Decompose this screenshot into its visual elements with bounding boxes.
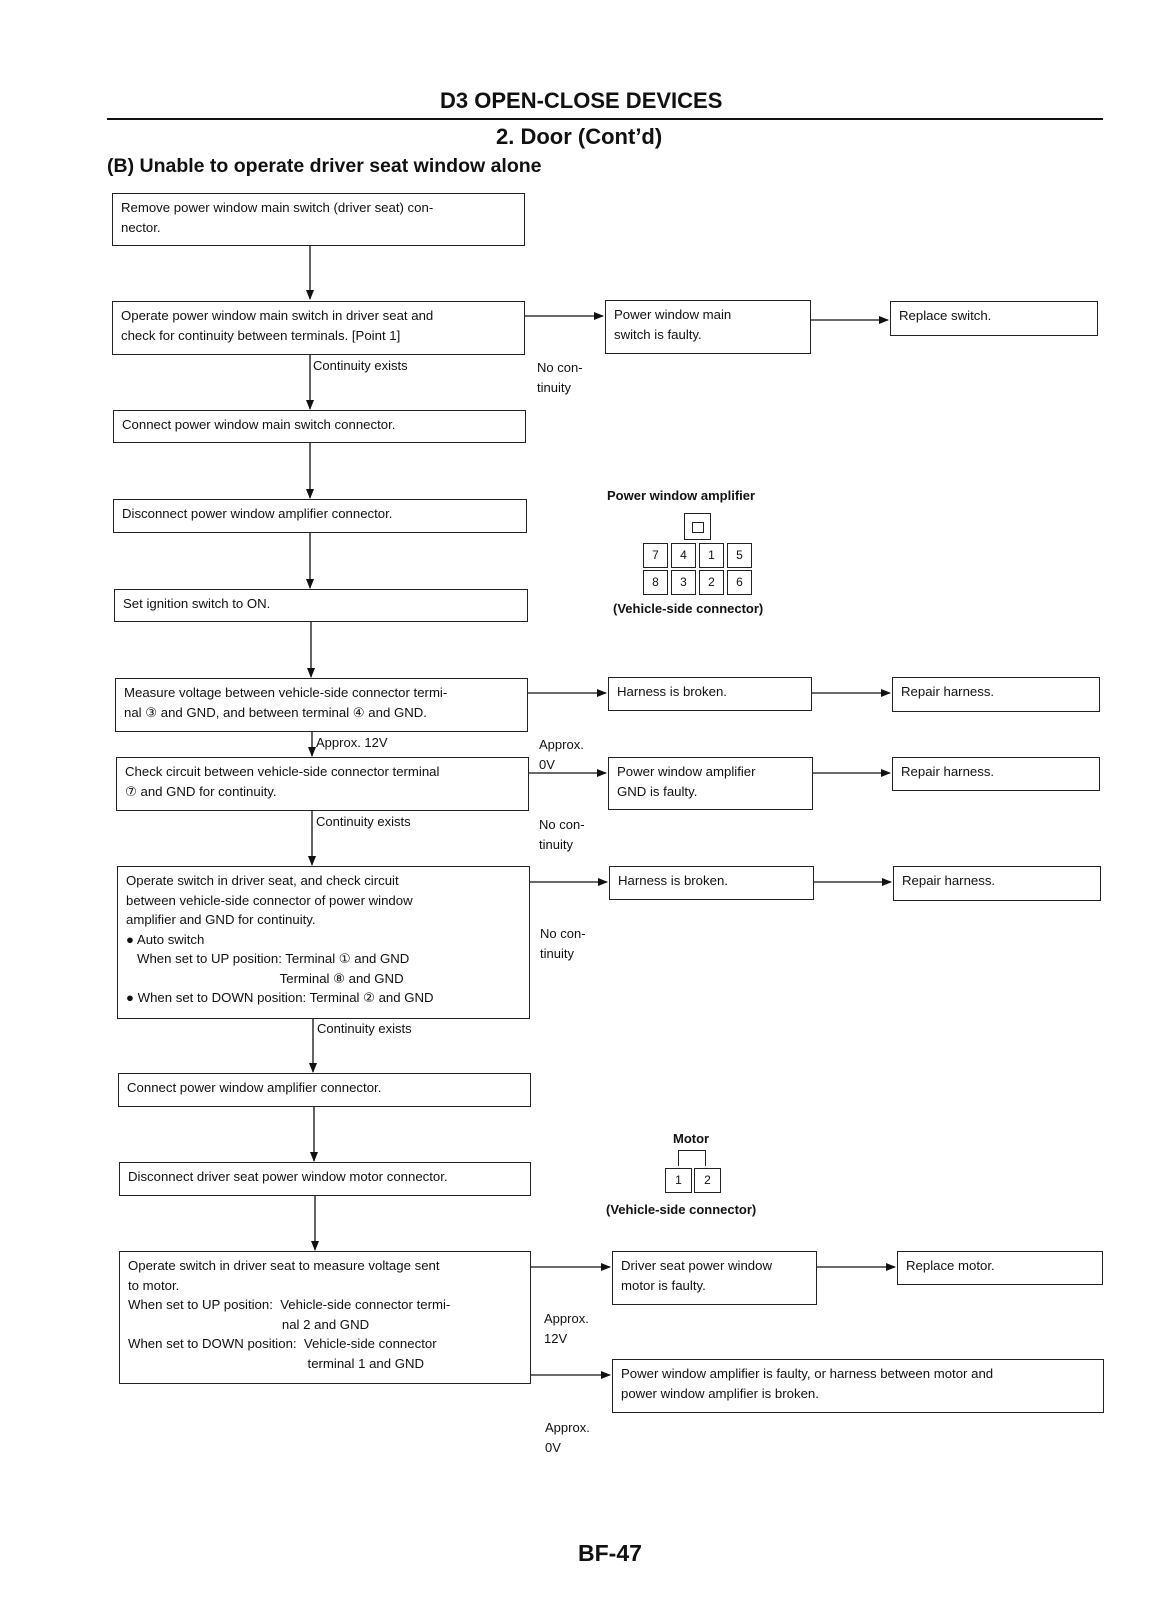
result-motor-faulty: Driver seat power window motor is faulty. <box>612 1251 817 1305</box>
pin-cell: 5 <box>727 543 752 568</box>
action-repair-harness-2: Repair harness. <box>892 757 1100 791</box>
motor-pin-cell: 1 <box>665 1168 692 1193</box>
result-harness-broken-2: Harness is broken. <box>609 866 814 900</box>
action-repair-harness-1: Repair harness. <box>892 677 1100 712</box>
step-remove-connector: Remove power window main switch (driver seat) con- nector. <box>112 193 525 246</box>
label-continuity-exists-1: Continuity exists <box>313 358 408 373</box>
step-check-ground-circuit: Check circuit between vehicle-side connector terminal ⑦ and GND for continuity. <box>116 757 529 811</box>
label-continuity-exists-2: Continuity exists <box>316 814 411 829</box>
label-no-continuity-1: No con- tinuity <box>537 360 583 395</box>
label-approx-0v-1: Approx. 0V <box>539 737 584 772</box>
motor-connector-title: Motor <box>673 1131 710 1146</box>
amplifier-connector-latch <box>684 513 711 540</box>
label-approx-0v-motor: Approx. 0V <box>545 1420 590 1455</box>
amplifier-connector-caption: (Vehicle-side connector) <box>613 601 764 616</box>
step-measure-motor-voltage: Operate switch in driver seat to measure voltage sent to motor. When set to UP position: Vehicle-side connector termi- nal 2 and GND When set to DOWN position: Vehicle-side connector terminal 1 and GND <box>119 1251 531 1384</box>
pin-cell: 3 <box>671 570 696 595</box>
label-continuity-exists-3: Continuity exists <box>317 1021 412 1036</box>
latch-tab <box>692 522 704 533</box>
step-connect-switch-connector: Connect power window main switch connector. <box>113 410 526 443</box>
label-no-continuity-2: No con- tinuity <box>539 817 585 852</box>
result-harness-broken-1: Harness is broken. <box>608 677 812 711</box>
label-no-continuity-3: No con- tinuity <box>540 926 586 961</box>
action-replace-switch: Replace switch. <box>890 301 1098 336</box>
pin-cell: 7 <box>643 543 668 568</box>
result-amplifier-gnd-faulty: Power window amplifier GND is faulty. <box>608 757 813 810</box>
page-title: (B) Unable to operate driver seat window alone <box>107 155 542 177</box>
result-amplifier-or-harness: Power window amplifier is faulty, or harness between motor and power window amplifier is broken. <box>612 1359 1104 1413</box>
motor-connector-caption: (Vehicle-side connector) <box>606 1202 757 1217</box>
subsection-title: 2. Door (Cont’d) <box>496 124 663 149</box>
step-disconnect-amplifier: Disconnect power window amplifier connector. <box>113 499 527 533</box>
pin-cell: 2 <box>699 570 724 595</box>
step-ignition-on: Set ignition switch to ON. <box>114 589 528 622</box>
step-check-switch-circuit: Operate switch in driver seat, and check circuit between vehicle-side connector of power window amplifier and GND for continuity. ● Auto switch When set to UP position: Terminal ① and GND Terminal ⑧ and GND ● When set to DOWN position: Terminal ② and GND <box>117 866 530 1019</box>
pin-cell: 6 <box>727 570 752 595</box>
action-repair-harness-3: Repair harness. <box>893 866 1101 901</box>
action-replace-motor: Replace motor. <box>897 1251 1103 1285</box>
label-approx-12v-motor: Approx. 12V <box>544 1311 589 1346</box>
result-main-switch-faulty: Power window main switch is faulty. <box>605 300 811 354</box>
label-approx-12v: Approx. 12V <box>316 735 388 750</box>
motor-connector-latch <box>678 1150 706 1166</box>
page-number: BF-47 <box>578 1540 642 1566</box>
pin-cell: 1 <box>699 543 724 568</box>
pin-cell: 8 <box>643 570 668 595</box>
step-disconnect-motor: Disconnect driver seat power window motor connector. <box>119 1162 531 1196</box>
step-check-switch-continuity: Operate power window main switch in driver seat and check for continuity between terminals. [Point 1] <box>112 301 525 355</box>
step-measure-voltage: Measure voltage between vehicle-side connector termi- nal ③ and GND, and between terminal ④ and GND. <box>115 678 528 732</box>
motor-pin-cell: 2 <box>694 1168 721 1193</box>
amplifier-connector-title: Power window amplifier <box>607 488 756 503</box>
section-title: D3 OPEN-CLOSE DEVICES <box>440 88 723 113</box>
pin-cell: 4 <box>671 543 696 568</box>
step-connect-amplifier: Connect power window amplifier connector. <box>118 1073 531 1107</box>
